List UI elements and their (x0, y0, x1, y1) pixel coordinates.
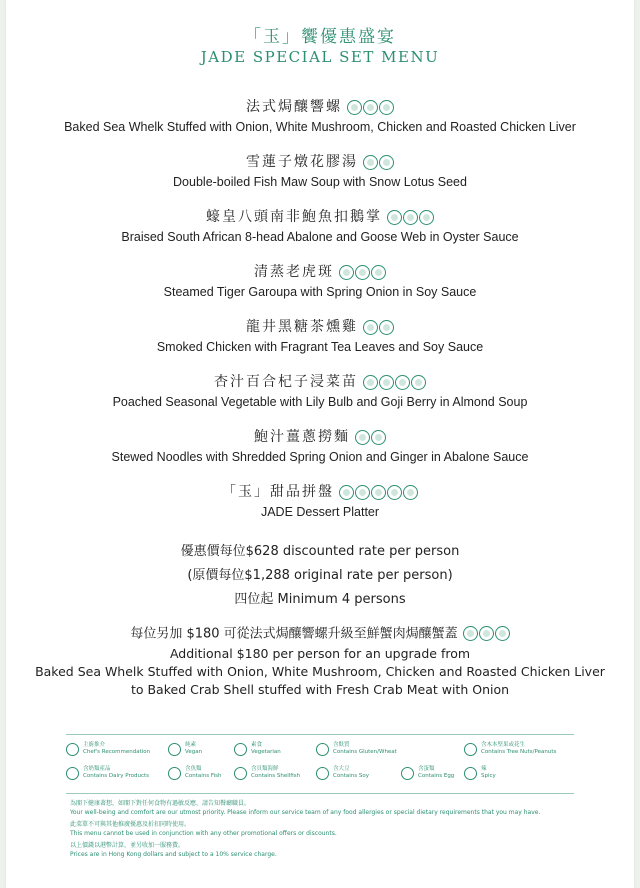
menu-title-en: JADE SPECIAL SET MENU (200, 48, 440, 66)
chef-recommendation-icon (66, 743, 79, 756)
dish-name-en: Double-boiled Fish Maw Soup with Snow Lotus Seed (173, 175, 467, 189)
legend-label-zh: 含木本堅果或花生 (481, 742, 526, 748)
legend-label-zh: 含貝類海鮮 (251, 766, 279, 772)
legend-label-zh: 含奶類產品 (83, 766, 111, 772)
legend-bottom-divider (66, 793, 574, 794)
dish-item (0, 96, 640, 136)
dish-diet-icons (362, 371, 426, 393)
discounted-price: 優惠價每位$628 discounted rate per person (180, 544, 460, 559)
legend-top-divider (66, 734, 574, 735)
legend-label-en: Vegan (185, 749, 203, 755)
dish-item (0, 261, 640, 301)
footer-wellbeing-en: Your well-being and comfort are our utmost priority. Please inform our service team of any food allergies or special dietary requirements that you may have. (70, 809, 541, 816)
dish-name-zh: 雪蓮子燉花膠湯 (246, 154, 358, 170)
legend-label-en: Contains Dairy Products (83, 773, 149, 779)
tree-nuts-icon (464, 743, 477, 756)
legend-label (251, 742, 281, 756)
contains-egg-icon (403, 485, 418, 500)
dish-item (0, 316, 640, 356)
dish-name-zh-line (0, 206, 640, 228)
chef-recommendation-icon (363, 155, 378, 170)
footer-price-en: Prices are in Hong Kong dollars and subject to a 10% service charge. (70, 851, 277, 858)
dish-name-en: Baked Sea Whelk Stuffed with Onion, White Mushroom, Chicken and Roasted Chicken Liver (64, 120, 576, 134)
dish-name-en: Stewed Noodles with Shredded Spring Onion and Ginger in Abalone Sauce (111, 450, 529, 464)
dish-item (0, 481, 640, 521)
legend-label-zh: 含魚類 (185, 766, 202, 772)
legend-label-en: Contains Shellfish (251, 773, 301, 779)
footer-promo-en: This menu cannot be used in conjunction with any other promotional offers or discounts. (70, 830, 337, 837)
chef-recommendation-icon (339, 485, 354, 500)
dish-item (0, 426, 640, 466)
dish-item (0, 151, 640, 191)
original-price: (原價每位$1,288 original rate per person) (187, 568, 453, 583)
legend-label (418, 766, 454, 780)
legend-label-zh: 含大豆 (333, 766, 350, 772)
legend-item (316, 742, 397, 756)
contains-dairy-icon (66, 767, 79, 780)
upgrade-diet-icons (462, 623, 510, 645)
contains-soy-icon (379, 320, 394, 335)
contains-fish-icon (355, 265, 370, 280)
tree-nuts-icon (371, 485, 386, 500)
dish-name-en: Steamed Tiger Garoupa with Spring Onion in Soy Sauce (163, 285, 477, 299)
legend-label (251, 766, 300, 780)
dish-name-en: JADE Dessert Platter (260, 505, 380, 519)
dish-name-en: Poached Seasonal Vegetable with Lily Bulb and Goji Berry in Almond Soup (112, 395, 528, 409)
legend-label-zh: 素食 (251, 742, 263, 748)
upgrade-en-2: Baked Sea Whelk Stuffed with Onion, White Mushroom, Chicken and Roasted Chicken Liver (35, 664, 605, 679)
legend-item (401, 766, 454, 780)
dish-diet-icons (386, 206, 434, 228)
dish-diet-icons (362, 151, 394, 173)
vegan-icon (168, 743, 181, 756)
dish-diet-icons (338, 261, 386, 283)
contains-soy-icon (316, 767, 329, 780)
legend-label-zh: 主廚推介 (83, 742, 106, 748)
contains-egg-icon (401, 767, 414, 780)
legend-item (464, 766, 496, 780)
dish-diet-icons (346, 96, 394, 118)
legend-label-zh: 純素 (185, 742, 197, 748)
contains-shellfish-icon (371, 430, 386, 445)
chef-recommendation-icon (363, 320, 378, 335)
contains-gluten-icon (419, 210, 434, 225)
dish-name-zh-line (0, 426, 640, 448)
chef-recommendation-icon (355, 430, 370, 445)
dish-name-en: Braised South African 8-head Abalone and Goose Web in Oyster Sauce (121, 230, 519, 244)
vegan-icon (379, 375, 394, 390)
contains-dairy-icon (479, 626, 494, 641)
legend-item (66, 766, 149, 780)
footer-promo-zh: 此菜單不可與其他推廣優惠及折扣同時使用。 (70, 821, 191, 828)
contains-soy-icon (371, 265, 386, 280)
legend-label-en: Chef's Recommendation (83, 749, 151, 755)
legend-label (481, 766, 496, 780)
legend-item (316, 766, 369, 780)
dish-diet-icons (338, 481, 418, 503)
upgrade-zh-line (0, 623, 640, 645)
dish-name-zh: 杏汁百合杞子浸菜苗 (214, 374, 358, 390)
dish-diet-icons (354, 426, 386, 448)
legend-label (333, 766, 369, 780)
legend-label (333, 742, 397, 756)
tree-nuts-icon (395, 375, 410, 390)
dish-name-zh: 法式焗釀響螺 (246, 99, 342, 115)
pricing-block (0, 540, 640, 612)
chef-recommendation-icon (387, 210, 402, 225)
upgrade-zh: 每位另加 $180 可從法式焗釀響螺升級至鮮蟹肉焗釀蟹蓋 (130, 626, 458, 642)
legend-label (83, 766, 149, 780)
minimum-persons: 四位起 Minimum 4 persons (234, 592, 406, 607)
legend-label-en: Contains Soy (333, 773, 369, 779)
legend-label (185, 742, 202, 756)
chef-recommendation-icon (339, 265, 354, 280)
chef-recommendation-icon (347, 100, 362, 115)
legend-label (83, 742, 150, 756)
dietary-legend (66, 738, 574, 792)
legend-item (66, 742, 150, 756)
contains-gluten-icon (316, 743, 329, 756)
dish-item (0, 371, 640, 411)
legend-label-en: Contains Gluten/Wheat (333, 749, 397, 755)
legend-label (481, 742, 556, 756)
legend-label-en: Contains Egg (418, 773, 455, 779)
spicy-icon (464, 767, 477, 780)
dish-name-zh: 蠔皇八頭南非鮑魚扣鵝掌 (206, 209, 382, 225)
legend-item (168, 742, 202, 756)
footer-notes (70, 799, 540, 859)
contains-shellfish-icon (379, 100, 394, 115)
dish-name-zh-line (0, 481, 640, 503)
upgrade-en-1: Additional $180 per person for an upgrade from (169, 646, 471, 661)
dish-name-zh: 鮑汁薑蔥撈麵 (254, 429, 350, 445)
menu-title-zh: 「玉」饗優惠盛宴 (244, 27, 396, 47)
contains-shellfish-icon (403, 210, 418, 225)
legend-label-en: Contains Fish (185, 773, 222, 779)
contains-soy-icon (411, 375, 426, 390)
legend-item (234, 766, 300, 780)
dish-name-zh-line (0, 151, 640, 173)
legend-label-zh: 含蛋類 (418, 766, 435, 772)
dish-name-zh: 清蒸老虎斑 (254, 264, 334, 280)
dish-name-zh-line (0, 371, 640, 393)
dish-name-en: Smoked Chicken with Fragrant Tea Leaves and Soy Sauce (156, 340, 484, 354)
vegetarian-icon (234, 743, 247, 756)
legend-label-en: Contains Tree Nuts/Peanuts (481, 749, 557, 755)
chef-recommendation-icon (463, 626, 478, 641)
contains-shellfish-icon (495, 626, 510, 641)
legend-item (234, 742, 281, 756)
vegetarian-icon (355, 485, 370, 500)
contains-shellfish-icon (234, 767, 247, 780)
dish-name-zh: 龍井黑糖茶燻雞 (246, 319, 358, 335)
dish-name-zh-line (0, 261, 640, 283)
dish-name-zh: 「玉」甜品拼盤 (222, 484, 334, 500)
legend-label-en: Vegetarian (251, 749, 281, 755)
dish-diet-icons (362, 316, 394, 338)
legend-item (168, 766, 222, 780)
legend-label-zh: 含麩質 (333, 742, 350, 748)
footer-wellbeing-zh: 為閣下健康著想，如閣下對任何食物有過敏反應，請告知餐廳職員。 (70, 800, 251, 807)
contains-fish-icon (168, 767, 181, 780)
upgrade-block (0, 623, 640, 699)
footer-price-zh: 以上價錢以港幣計算，並另收加一服務費。 (70, 842, 185, 849)
legend-label-zh: 辣 (481, 766, 487, 772)
dish-name-zh-line (0, 96, 640, 118)
legend-label (185, 766, 222, 780)
legend-item (464, 742, 556, 756)
contains-dairy-icon (387, 485, 402, 500)
contains-fish-icon (379, 155, 394, 170)
legend-label-en: Spicy (481, 773, 496, 779)
dish-item (0, 206, 640, 246)
upgrade-en-3: to Baked Crab Shell stuffed with Fresh Crab Meat with Onion (130, 682, 510, 697)
dish-name-zh-line (0, 316, 640, 338)
chef-recommendation-icon (363, 375, 378, 390)
contains-dairy-icon (363, 100, 378, 115)
